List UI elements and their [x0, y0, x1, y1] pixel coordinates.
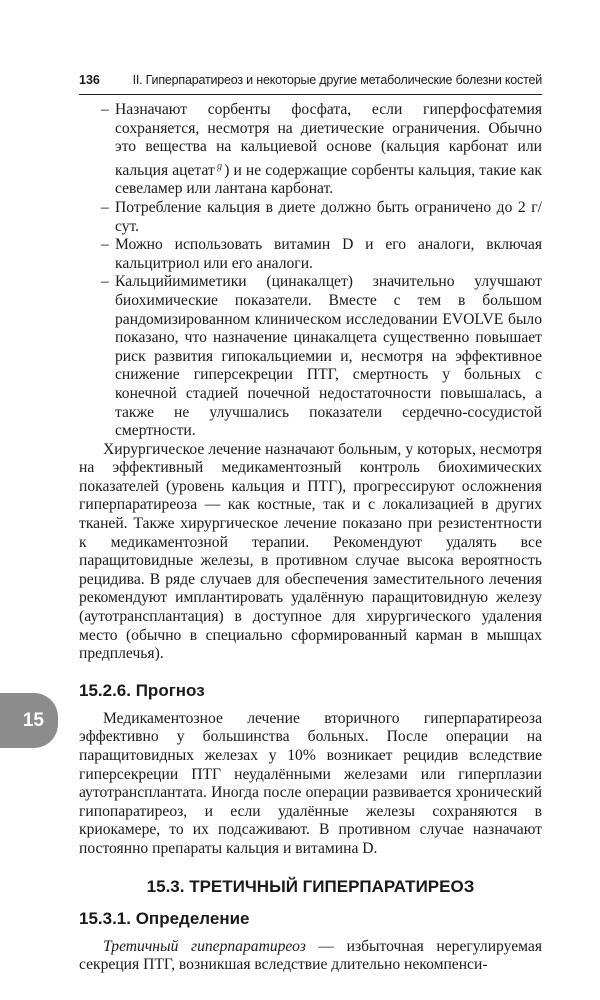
page-body	[79, 101, 542, 975]
list-item: – Кальцийимиметики (цинакалцет) значительно улучшают биохимические показатели. Вместе с тем в большом рандомизированном клиническом исследовании EVOLVE было показано, что назначение цинакалцета существенно повышает риск развития гипокальциемии и, несмотря на эффективное снижение гиперсекреции ПТГ, смертность у больных с конечной стадией почечной недостаточности повышалась, а также не улучшались показатели сердечно-сосудистой смертности.	[101, 273, 542, 440]
drug-marker-icon: ℊ	[214, 160, 225, 171]
chapter-tab: 15	[0, 693, 58, 748]
list-item-text: Потребление кальция в диете должно быть ограничено до 2 г/сут.	[115, 198, 542, 235]
list-item-text: Кальцийимиметики (цинакалцет) значительно улучшают биохимические показатели. Вместе с тем в большом рандомизированном клиническом исследовании EVOLVE было показано, что назначение цинакалцета существенно повышает риск развития гипокальциемии и, несмотря на эффективное снижение гиперсекреции ПТГ, смертность у больных с конечной стадией почечной недостаточности повышалась, а также не улучшались показатели сердечно-сосудистой смертности.	[115, 273, 542, 440]
header-rule	[79, 94, 542, 95]
prognosis-paragraph: Медикаментозное лечение вторичного гиперпаратиреоза эффективно у большинства больных. После операции на паращитовидных железах у 10% возникает рецидив вследствие гиперсекреции ПТГ неудалёнными железами или гиперплазии аутотрансплантата. Иногда после операции развивается хронический гипопаратиреоз, и если удалённые железы сохраняются в криокамере, то их подсаживают. В противном случае назначают постоянно препараты кальция и витамина D.	[79, 709, 542, 857]
section-heading: 15.3. ТРЕТИЧНЫЙ ГИПЕРПАРАТИРЕОЗ	[146, 876, 475, 896]
list-item-text: ) и не содержащие сорбенты кальция, такие как севеламер или лантана карбонат.	[115, 161, 542, 198]
prognosis-heading: 15.2.6. Прогноз	[79, 680, 205, 700]
running-title: II. Гиперпаратиреоз и некоторые другие метаболические болезни костей	[132, 73, 542, 87]
definition-heading: 15.3.1. Определение	[79, 908, 250, 928]
list-item: – Потребление кальция в диете должно быть ограничено до 2 г/сут.	[101, 198, 542, 235]
surgery-paragraph: Хирургическое лечение назначают больным, у которых, несмотря на эффективный медикаментозный контроль биохимических показателей (уровень кальция и ПТГ), прогрессируют осложнения гиперпаратиреоза — как костные, так и с локализацией в других тканей. Также хирургическое лечение показано при резистентности к медикаментозной терапии. Рекомендуют удалять все паращитовидные железы, в противном случае высока вероятность рецидива. В ряде случаев для обеспечения заместительного лечения рекомендуют имплантировать удалённую паращитовидную железу (аутотрансплантация) в доступное для хирургического удаления место (обычно в специально сформированный карман в мышцах предплечья).	[79, 440, 542, 663]
list-item: – Назначают сорбенты фосфата, если гиперфосфатемия сохраняется, несмотря на диетические ограничения. Обычно это вещества на кальциевой основе (кальция карбонат или кальция ацетат$^ℊ$) и не содержащие сорбенты кальция, такие как севеламер или лантана карбонат.	[101, 101, 542, 198]
definition-term: Третичный гиперпаратиреоз	[103, 937, 306, 955]
definition-paragraph	[79, 938, 542, 975]
list-item-text: Можно использовать витамин D и его аналоги, включая кальцитриол или его аналоги.	[115, 236, 542, 272]
running-header	[79, 73, 542, 95]
list-item-text: Назначают сорбенты фосфата, если гиперфосфатемия сохраняется, несмотря на диетические ограничения. Обычно это вещества на кальциевой основе (кальция карбонат или кальция ацетат	[115, 101, 542, 179]
page-number: 136	[79, 73, 100, 87]
definition-text: — избыточная нерегулируемая секреция ПТГ, возникшая вследствие длительно некомпенси-	[79, 937, 542, 974]
bullet-list	[79, 101, 542, 441]
list-item: – Можно использовать витамин D и его аналоги, включая кальцитриол или его аналоги.	[101, 236, 542, 272]
